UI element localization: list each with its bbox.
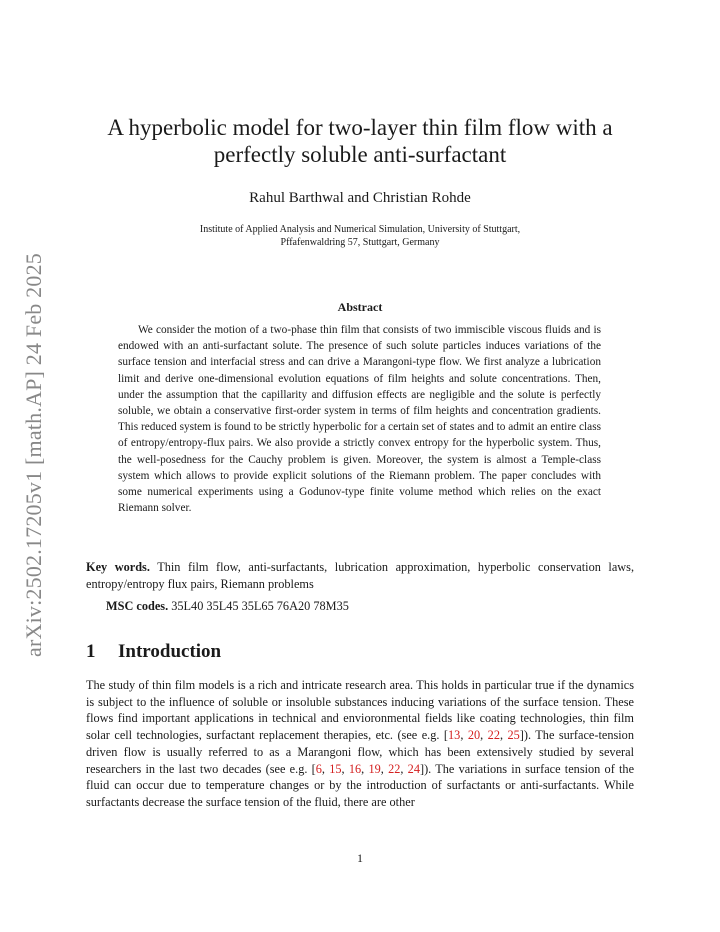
abstract-heading: Abstract: [337, 300, 383, 314]
abstract-body: We consider the motion of a two-phase thin film that consists of two immiscible viscous fluids and is endowed with an anti-surfactant solute. The presence of such solute particles induces variations of the surface tension and interfacial stress and can drive a Marangoni-type flow. We first analyze a lubrication limit and derive one-dimensional evolution equations of film heights and solute concentrations. Then, under the assumption that the capillarity and diffusion effects are negligible and the solute is perfectly soluble, we obtain a conservative first-order system in terms of film heights and concentration gradients. This reduced system is found to be strictly hyperbolic for a certain set of states and to admit an entire class of entropy/entropy-flux pairs. We also provide a strictly convex entropy for the hyperbolic system. Thus, the well-posedness for the Cauchy problem is given. Moreover, the system is almost a Temple-class system which allows to provide explicit solutions of the Riemann problem. The paper concludes with some numerical experiments using a Godunov-type finite volume method which relies on the exact Riemann solver.: [118, 324, 601, 515]
citation-link[interactable]: 22: [388, 761, 401, 776]
citation-link[interactable]: 20: [467, 728, 481, 743]
introduction-paragraph: The study of thin film models is a rich and intricate research area. This holds in particular true if the dynamics is subject to the influence of soluble or insoluble substances inducing variations of the surface tension. These flows find important applications in technical and envioronmental fields like coating technologies, thin film solar cell technologies, surfactant replacement therapies, etc. (see e.g. [13, 20, 22, 25]). The surface-tension driven flow is usually referred to as a Marangoni flow, which has been extensively studied by several researchers in the last two decades (see e.g. [6, 15, 16, 19, 22, 24]). The variations in surface tension of the fluid can occur due to temperature changes or by the introduction of surfactants or anti-surfactants. While surfactants decrease the surface tension of the fluid, there are other: [86, 678, 635, 809]
citation-link[interactable]: 24: [407, 761, 420, 776]
author-affiliation: [120, 223, 600, 249]
arxiv-identifier-stamp: [20, 237, 48, 673]
section-number: 1: [86, 641, 96, 662]
citation-link[interactable]: 16: [348, 761, 362, 776]
citation-link[interactable]: 19: [368, 761, 381, 776]
citation-link[interactable]: 25: [507, 728, 520, 743]
section-title: Introduction: [118, 641, 222, 662]
paper-authors: Rahul Barthwal and Christian Rohde: [249, 190, 471, 206]
keywords-paragraph: [86, 559, 634, 593]
citation-link[interactable]: 6: [315, 761, 322, 776]
msc-codes: 35L40 35L45 35L65 76A20 78M35: [171, 599, 349, 613]
keywords-label: Key words.: [86, 560, 150, 574]
msc-label: MSC codes.: [106, 599, 169, 613]
citation-link[interactable]: 13: [448, 728, 461, 743]
msc-codes-paragraph: [106, 599, 626, 614]
citation-link[interactable]: 22: [487, 728, 500, 743]
intro-text-2: ]). The surface-tension driven flow is usually referred to as a Marangoni flow, which has been extensively studied by several researchers in the last two decades (see e.g. [: [86, 728, 634, 776]
intro-text-1: The study of thin film models is a rich and intricate research area. This holds in particular true if the dynamics is subject to the influence of soluble or insoluble substances inducing variations of the surface tension. These flows find important applications in technical and envioronmental fields like coating technologies, thin film solar cell technologies, surfactant replacement therapies, etc. (see e.g. [: [86, 678, 634, 743]
intro-text-3: ]). The variations in surface tension of the fluid can occur due to temperature changes or by the introduction of surfactants or anti-surfactants. While surfactants decrease the surface tension of the fluid, there are other: [86, 761, 635, 809]
section-heading: [86, 641, 221, 663]
arxiv-identifier-text: arXiv:2502.17205v1 [math.AP] 24 Feb 2025: [21, 253, 46, 657]
page-number: 1: [357, 851, 363, 865]
citation-link[interactable]: 15: [329, 761, 342, 776]
affiliation-line-1: Institute of Applied Analysis and Numerical Simulation, University of Stuttgart,: [199, 224, 521, 235]
affiliation-line-2: Pffafenwaldring 57, Stuttgart, Germany: [280, 237, 440, 248]
paper-title: A hyperbolic model for two-layer thin film flow with a perfectly soluble anti-surfactant: [107, 115, 613, 167]
keywords-text: Thin film flow, anti-surfactants, lubrication approximation, hyperbolic conservation laws, entropy/entropy flux pairs, Riemann problems: [86, 560, 635, 591]
